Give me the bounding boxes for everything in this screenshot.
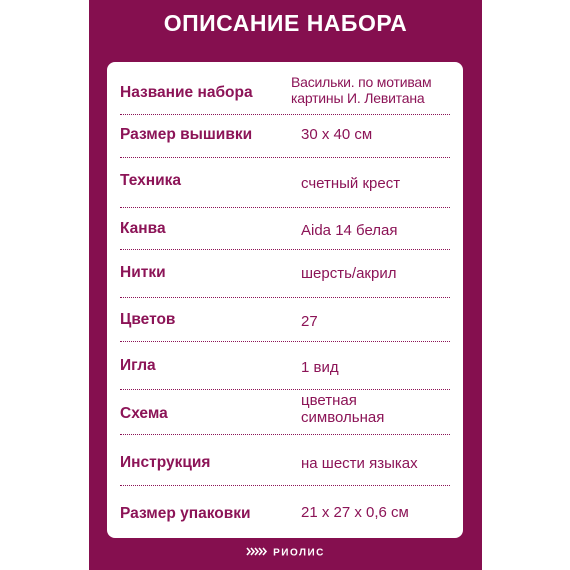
divider xyxy=(120,157,450,159)
spec-label: Цветов xyxy=(120,311,176,328)
divider xyxy=(120,341,450,343)
spec-value: счетный крест xyxy=(301,175,401,192)
spec-value: 30 х 40 см xyxy=(301,126,373,143)
spec-value: 1 вид xyxy=(301,359,339,376)
spec-value: Васильки. по мотивам картины И. Левитана xyxy=(291,74,432,106)
spec-value: 21 x 27 x 0,6 см xyxy=(301,504,409,521)
spec-value: цветная символьная xyxy=(301,392,385,426)
spec-label: Схема xyxy=(120,405,168,422)
divider xyxy=(120,249,450,251)
divider xyxy=(120,297,450,299)
spec-label: Размер упаковки xyxy=(120,505,251,522)
divider xyxy=(120,434,450,436)
riolis-logo-icon xyxy=(246,547,268,559)
spec-label: Название набора xyxy=(120,84,253,101)
specs-card xyxy=(107,62,463,538)
spec-label: Игла xyxy=(120,357,156,374)
spec-label: Канва xyxy=(120,220,166,237)
divider xyxy=(120,389,450,391)
spec-label: Нитки xyxy=(120,264,166,281)
brand-footer xyxy=(89,547,482,559)
spec-label: Техника xyxy=(120,172,182,189)
spec-value: 27 xyxy=(301,313,318,330)
spec-value: на шести языках xyxy=(301,455,418,472)
page-title: ОПИСАНИЕ НАБОРА xyxy=(163,10,408,36)
spec-label: Размер вышивки xyxy=(120,126,253,143)
brand-name: РИОЛИС xyxy=(273,547,325,559)
divider xyxy=(120,114,450,116)
spec-label: Инструкция xyxy=(120,454,211,471)
spec-value: Aida 14 белая xyxy=(301,222,398,239)
spec-value: шерсть/акрил xyxy=(301,265,397,282)
divider xyxy=(120,207,450,209)
divider xyxy=(120,485,450,487)
